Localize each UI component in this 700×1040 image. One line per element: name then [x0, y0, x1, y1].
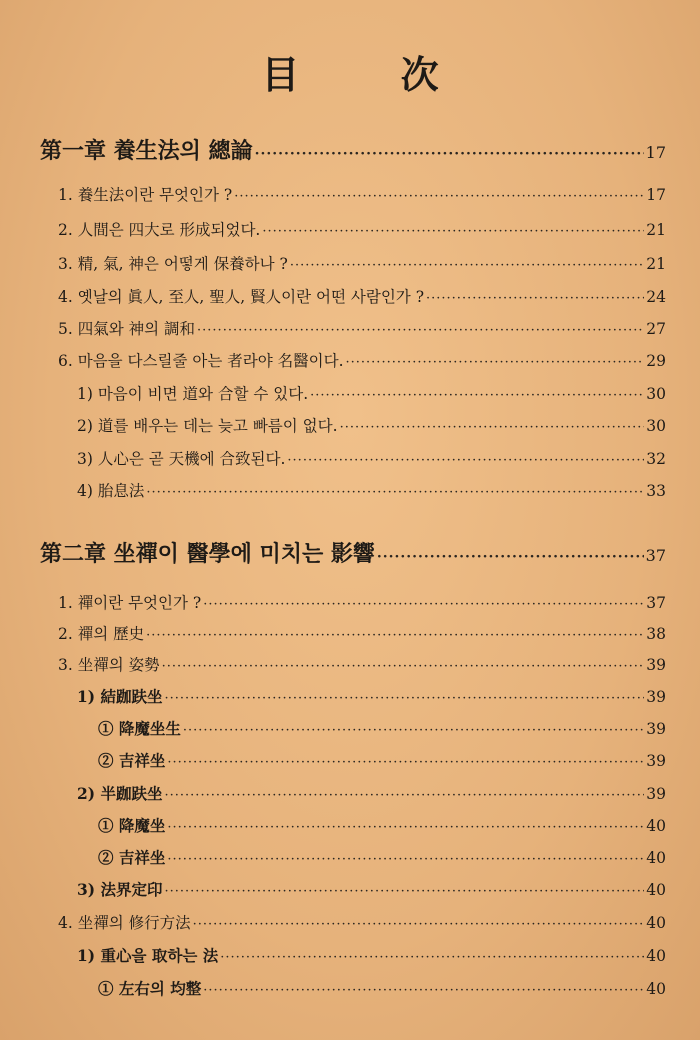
toc-page-number: 30 [646, 417, 666, 435]
toc-entry [58, 252, 666, 274]
toc-chapter-1 [40, 134, 666, 165]
leader-dots [197, 323, 644, 338]
toc-page-number: 30 [646, 385, 666, 403]
leader-dots [287, 453, 644, 468]
leader-dots [310, 388, 644, 403]
toc-page-number: 40 [646, 947, 666, 965]
toc-subentry [77, 479, 666, 501]
toc-subsubentry [98, 846, 666, 868]
toc-subentry [77, 447, 666, 469]
toc-label: 3. 坐禪의 姿勢 [58, 656, 160, 674]
toc-label: ② 吉祥坐 [98, 848, 166, 867]
page-title: 目 次 [261, 52, 483, 97]
toc-subsubentry [98, 977, 666, 999]
toc-page-number: 24 [646, 288, 666, 306]
leader-dots [340, 420, 645, 435]
leader-dots [165, 884, 645, 899]
toc-label: 1. 養生法이란 무엇인가 ? [58, 186, 233, 204]
toc-entry [58, 218, 666, 240]
leader-dots [377, 549, 644, 565]
toc-subentry [77, 414, 666, 436]
toc-page-number: 38 [646, 625, 666, 643]
toc-page-number: 39 [646, 785, 666, 803]
toc-page-number: 39 [646, 656, 666, 674]
leader-dots [426, 291, 644, 306]
toc-entry [58, 317, 666, 339]
toc-label: 4. 坐禪의 修行方法 [58, 914, 191, 932]
toc-entry [58, 349, 666, 371]
toc-label: ① 降魔坐生 [98, 719, 181, 738]
toc-label: 1) 結跏趺坐 [77, 687, 163, 706]
leader-dots [167, 820, 644, 835]
toc-subsubentry [98, 814, 666, 836]
leader-dots [290, 258, 644, 273]
toc-page-number: 27 [646, 320, 666, 338]
leader-dots [220, 950, 644, 965]
toc-entry [58, 183, 666, 205]
toc-entry [58, 622, 666, 644]
leader-dots [183, 723, 644, 738]
toc-label: 6. 마음을 다스릴줄 아는 者라야 名醫이다. [58, 352, 344, 370]
toc-page-number: 40 [646, 849, 666, 867]
toc-label: ① 降魔坐 [98, 816, 166, 835]
toc-label: 2. 禪의 歷史 [58, 625, 145, 643]
leader-dots [262, 224, 644, 239]
toc-page-number: 37 [645, 546, 666, 565]
toc-page-number: 21 [646, 221, 666, 239]
leader-dots [193, 917, 645, 932]
toc-label: 2. 人間은 四大로 形成되었다. [58, 221, 261, 239]
toc-page-number: 40 [646, 980, 666, 998]
toc-page-number: 29 [646, 352, 666, 370]
toc-label: 4. 옛날의 眞人, 至人, 聖人, 賢人이란 어떤 사람인가 ? [58, 288, 425, 306]
toc-subentry [77, 878, 666, 900]
toc-label: ② 吉祥坐 [98, 751, 166, 770]
leader-dots [255, 146, 644, 162]
leader-dots [146, 628, 644, 643]
toc-page-number: 17 [645, 143, 666, 162]
toc-page-number: 40 [646, 881, 666, 899]
leader-dots [165, 691, 645, 706]
toc-label: 5. 四氣와 神의 調和 [58, 320, 196, 338]
toc-entry [58, 653, 666, 675]
toc-label: 第二章 坐禪이 醫學에 미치는 影響 [40, 541, 375, 567]
toc-label: 3. 精, 氣, 神은 어떻게 保養하나 ? [58, 255, 288, 273]
toc-page-number: 17 [646, 186, 666, 204]
toc-page-number: 32 [646, 450, 666, 468]
toc-subentry [77, 685, 666, 707]
toc-subentry [77, 782, 666, 804]
toc-label: 2) 道를 배우는 데는 늦고 빠름이 없다. [77, 417, 338, 435]
toc-label: 第一章 養生法의 總論 [40, 138, 253, 164]
leader-dots [203, 983, 644, 998]
toc-subentry [77, 382, 666, 404]
toc-page-number: 40 [646, 914, 666, 932]
toc-page-number: 21 [646, 255, 666, 273]
toc-label: 2) 半跏趺坐 [77, 784, 163, 803]
toc-label: 1) 마음이 비면 道와 合할 수 있다. [77, 385, 309, 403]
toc-label: 1. 禪이란 무엇인가 ? [58, 594, 202, 612]
leader-dots [234, 189, 644, 204]
toc-label: 4) 胎息法 [77, 482, 145, 500]
toc-page-number: 33 [646, 482, 666, 500]
toc-page-number: 39 [646, 720, 666, 738]
toc-label: 3) 人心은 곧 天機에 合致된다. [77, 450, 286, 468]
toc-page-number: 40 [646, 817, 666, 835]
toc-entry [58, 591, 666, 613]
toc-page-number: 39 [646, 688, 666, 706]
toc-subsubentry [98, 717, 666, 739]
toc-page-number: 39 [646, 752, 666, 770]
toc-entry [58, 911, 666, 933]
toc-label: 3) 法界定印 [77, 880, 163, 899]
toc-chapter-2 [40, 537, 666, 568]
toc-subsubentry [98, 749, 666, 771]
toc-label: ① 左右의 均整 [98, 979, 202, 998]
leader-dots [346, 355, 645, 370]
leader-dots [167, 755, 644, 770]
leader-dots [165, 788, 645, 803]
toc-page-number: 37 [646, 594, 666, 612]
leader-dots [203, 597, 644, 612]
toc-entry [58, 285, 666, 307]
leader-dots [146, 485, 644, 500]
leader-dots [167, 852, 644, 867]
toc-label: 1) 重心을 取하는 法 [77, 946, 219, 965]
leader-dots [162, 659, 645, 674]
toc-subentry [77, 944, 666, 966]
